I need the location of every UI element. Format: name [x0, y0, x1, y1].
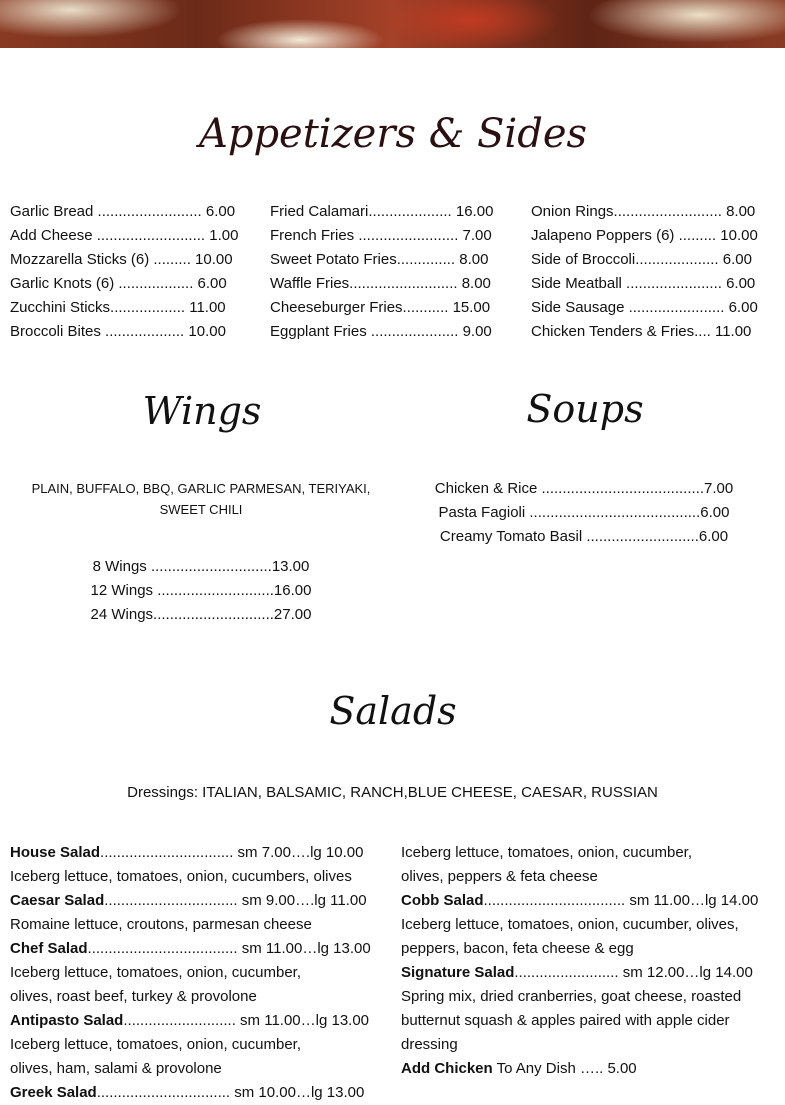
salad-house [10, 841, 363, 865]
wings-flavors-line-2: SWEET CHILI [159, 502, 243, 517]
menu-item: Mozzarella Sticks (6) ......... 10.00 [10, 251, 233, 268]
salad-price: ................................ sm 9.00….lg 11.00 [104, 892, 367, 909]
menu-item: Side Meatball ....................... 6.00 [531, 275, 756, 292]
wings-item: 8 Wings .............................13.00 [92, 558, 310, 575]
add-chicken-label: Add Chicken [401, 1060, 493, 1077]
salad-desc: Iceberg lettuce, tomatoes, onion, cucumber, [10, 964, 301, 981]
salad-antipasto [10, 1009, 369, 1033]
menu-item: French Fries ........................ 7.00 [270, 227, 492, 244]
salad-desc: olives, roast beef, turkey & provolone [10, 988, 257, 1005]
soup-item: Creamy Tomato Basil ...........................6.00 [439, 528, 729, 545]
salad-cobb [401, 889, 758, 913]
salad-name: Cobb Salad [401, 892, 484, 909]
salad-price: .................................. sm 11.00…lg 14.00 [483, 892, 759, 909]
salad-desc: Iceberg lettuce, tomatoes, onion, cucumber, [10, 1036, 301, 1053]
salad-signature [401, 961, 753, 985]
salad-desc: Spring mix, dried cranberries, goat cheese, roasted [401, 988, 742, 1005]
wings-flavors-line-1: PLAIN, BUFFALO, BBQ, GARLIC PARMESAN, TERIYAKI, [31, 481, 371, 496]
menu-item: Eggplant Fries ..................... 9.00 [270, 323, 492, 340]
salad-desc: Iceberg lettuce, tomatoes, onion, cucumbers, olives [10, 868, 352, 885]
menu-item: Broccoli Bites ................... 10.00 [10, 323, 226, 340]
appetizers-title: Appetizers & Sides [198, 111, 588, 157]
salad-dressings: Dressings: ITALIAN, BALSAMIC, RANCH,BLUE CHEESE, CAESAR, RUSSIAN [127, 784, 658, 801]
salad-price: ................................ sm 7.00….lg 10.00 [100, 844, 364, 861]
salad-price: ........................... sm 11.00…lg 13.00 [123, 1012, 370, 1029]
soup-item: Chicken & Rice .......................................7.00 [434, 480, 734, 497]
menu-item: Side Sausage ....................... 6.00 [531, 299, 758, 316]
menu-item: Cheeseburger Fries........... 15.00 [270, 299, 491, 316]
wings-item: 12 Wings ............................16.00 [90, 582, 312, 599]
menu-item: Side of Broccoli.................... 6.00 [531, 251, 752, 268]
add-chicken-price: To Any Dish ….. 5.00 [492, 1060, 637, 1077]
salad-desc: dressing [401, 1036, 458, 1053]
salad-desc: Iceberg lettuce, tomatoes, onion, cucumber, olives, [401, 916, 739, 933]
menu-item: Sweet Potato Fries.............. 8.00 [270, 251, 489, 268]
salad-desc: olives, peppers & feta cheese [401, 868, 598, 885]
menu-item: Add Cheese .......................... 1.00 [10, 227, 239, 244]
soup-item: Pasta Fagioli .........................................6.00 [438, 504, 730, 521]
menu-item: Waffle Fries.......................... 8.00 [270, 275, 491, 292]
salad-name: Signature Salad [401, 964, 515, 981]
menu-item: Chicken Tenders & Fries.... 11.00 [531, 323, 752, 340]
salad-greek [10, 1081, 364, 1105]
salad-desc: Romaine lettuce, croutons, parmesan cheese [10, 916, 312, 933]
soups-title: Soups [526, 387, 644, 431]
menu-item: Zucchini Sticks.................. 11.00 [10, 299, 226, 316]
menu-item: Jalapeno Poppers (6) ......... 10.00 [531, 227, 758, 244]
salad-desc: Iceberg lettuce, tomatoes, onion, cucumber, [401, 844, 692, 861]
salad-chef [10, 937, 371, 961]
food-banner-image [0, 0, 785, 48]
salad-desc: peppers, bacon, feta cheese & egg [401, 940, 634, 957]
wings-item: 24 Wings.............................27.00 [90, 606, 312, 623]
salad-caesar [10, 889, 367, 913]
salad-desc: olives, ham, salami & provolone [10, 1060, 222, 1077]
salads-title: Salads [329, 689, 457, 733]
salad-desc: butternut squash & apples paired with apple cider [401, 1012, 730, 1029]
salad-name: House Salad [10, 844, 101, 861]
add-chicken-line [401, 1057, 637, 1081]
menu-item: Garlic Knots (6) .................. 6.00 [10, 275, 227, 292]
salad-price: .................................... sm 11.00…lg 13.00 [87, 940, 371, 957]
menu-item: Onion Rings.......................... 8.00 [531, 203, 756, 220]
menu-item: Garlic Bread ......................... 6.00 [10, 203, 236, 220]
salad-name: Greek Salad [10, 1084, 97, 1101]
salad-name: Caesar Salad [10, 892, 105, 909]
salad-name: Antipasto Salad [10, 1012, 124, 1029]
menu-item: Fried Calamari.................... 16.00 [270, 203, 494, 220]
salad-name: Chef Salad [10, 940, 88, 957]
wings-title: Wings [142, 389, 262, 433]
salad-price: ......................... sm 12.00…lg 14.00 [514, 964, 753, 981]
salad-price: ................................ sm 10.00…lg 13.00 [96, 1084, 365, 1101]
